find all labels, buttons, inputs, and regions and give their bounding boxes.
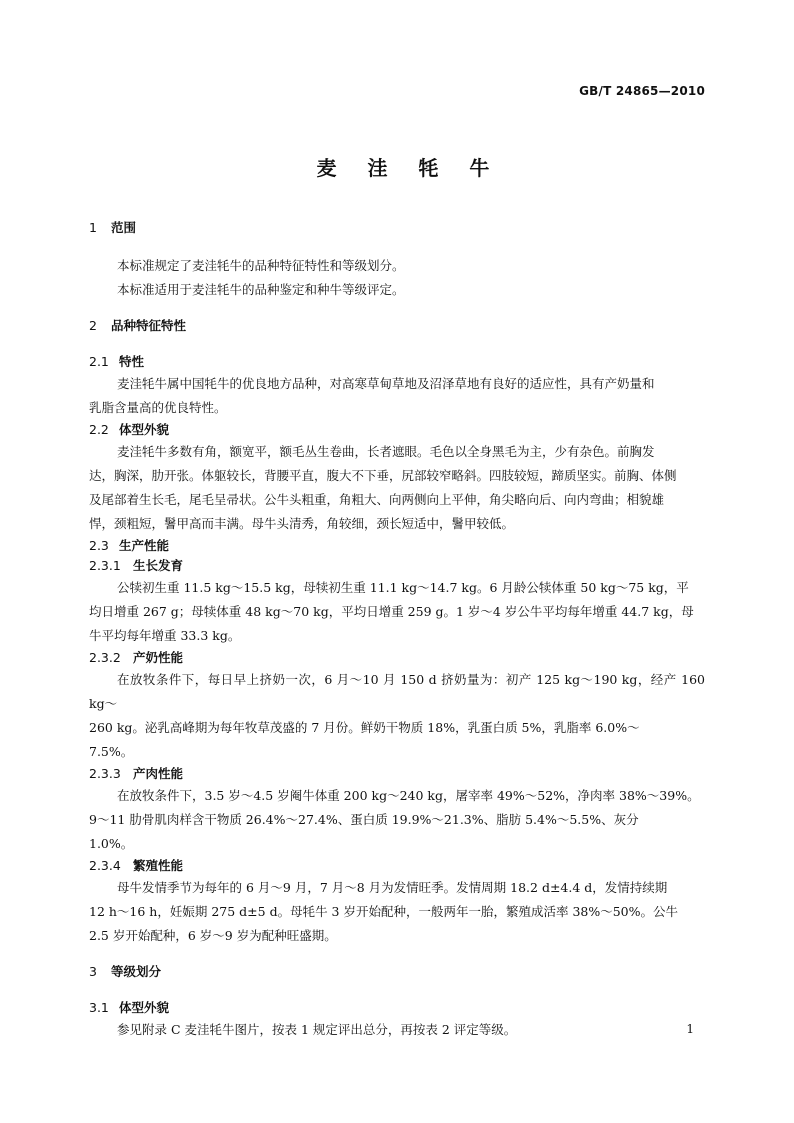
- paragraph: 母牛发情季节为每年的 6 月～9 月，7 月～8 月为发情旺季。发情周期 18.2 d±4.4 d，发情持续期 12 h～16 h，妊娠期 275 d±5 d。母牦牛 3 岁开始配种，一般两年一胎，繁殖成活率 38%～50%。公牛 2.5 岁开始配种，6 岁～9 岁为配种旺盛期。: [89, 880, 679, 943]
- section-heading-2-3-3: [89, 764, 705, 784]
- paragraph: 本标准适用于麦洼牦牛的品种鉴定和种牛等级评定。: [117, 282, 405, 297]
- section-heading-2-3-2: [89, 648, 705, 668]
- document-title: 麦 洼 牦 牛: [316, 156, 502, 180]
- section-title: 范围: [111, 220, 137, 235]
- paragraph: 麦洼牦牛多数有角，额宽平，额毛丛生卷曲，长者遮眼。毛色以全身黑毛为主，少有杂色。前胸发 达，胸深，肋开张。体躯较长，背腰平直，腹大不下垂，尻部较窄略斜。四肢较短，蹄质坚实。前胸、体侧 及尾部着生长毛，尾毛呈帚状。公牛头粗重，角粗大、向两侧向上平伸，角尖略向后、向内弯曲；相貌雄 悍，颈粗短，鬐甲高而丰满。母牛头清秀，角较细，颈长短适中，鬐甲较低。: [89, 444, 677, 531]
- paragraph: 参见附录 C 麦洼牦牛图片，按表 1 规定评出总分，再按表 2 评定等级。: [117, 1022, 517, 1037]
- section-number: 2.3.2: [89, 650, 121, 665]
- section-number: 2.3: [89, 538, 109, 553]
- section-title: 产肉性能: [133, 766, 184, 781]
- section-title: 生长发育: [133, 558, 184, 573]
- section-heading-3-1: [89, 998, 705, 1018]
- paragraph: 本标准规定了麦洼牦牛的品种特征特性和等级划分。: [117, 258, 405, 273]
- paragraph: 在放牧条件下，3.5 岁～4.5 岁阉牛体重 200 kg～240 kg，屠宰率 49%～52%，净肉率 38%～39%。 9～11 肋骨肌肉样含干物质 26.4%～27.4%、蛋白质 19.9%～21.3%、脂肪 5.4%～5.5%、灰分 1.0%。: [89, 788, 700, 851]
- section-title: 体型外貌: [119, 422, 170, 437]
- section-heading-2-3-4: [89, 856, 705, 876]
- section-heading-2-3: [89, 536, 705, 556]
- section-heading-2-2: [89, 420, 705, 440]
- section-number: 2.3.1: [89, 558, 121, 573]
- paragraph: 公犊初生重 11.5 kg～15.5 kg，母犊初生重 11.1 kg～14.7 kg。6 月龄公犊体重 50 kg～75 kg，平 均日增重 267 g；母犊体重 48 kg～70 kg，平均日增重 259 g。1 岁～4 岁公牛平均每年增重 44.7 kg，母 牛平均每年增重 33.3 kg。: [89, 580, 694, 643]
- section-heading-1: [89, 218, 705, 238]
- section-title: 繁殖性能: [133, 858, 184, 873]
- section-number: 3.1: [89, 1000, 109, 1015]
- section-number: 2: [89, 318, 97, 333]
- document-body: [89, 218, 705, 1042]
- section-number: 2.3.4: [89, 858, 121, 873]
- section-number: 2.3.3: [89, 766, 121, 781]
- section-number: 1: [89, 220, 97, 235]
- section-title: 产奶性能: [133, 650, 184, 665]
- page-number: 1: [686, 1022, 694, 1036]
- section-heading-2-3-1: [89, 556, 705, 576]
- section-heading-2-1: [89, 352, 705, 372]
- section-title: 品种特征特性: [111, 318, 187, 333]
- section-title: 体型外貌: [119, 1000, 170, 1015]
- section-title: 生产性能: [119, 538, 170, 553]
- section-number: 2.1: [89, 354, 109, 369]
- section-title: 特性: [119, 354, 145, 369]
- section-title: 等级划分: [111, 964, 162, 979]
- paragraph: 麦洼牦牛属中国牦牛的优良地方品种，对高寒草甸草地及沼泽草地有良好的适应性，具有产奶量和 乳脂含量高的优良特性。: [89, 376, 655, 415]
- section-number: 2.2: [89, 422, 109, 437]
- section-heading-2: [89, 316, 705, 336]
- section-number: 3: [89, 964, 97, 979]
- paragraph: 在放牧条件下，每日早上挤奶一次，6 月～10 月 150 d 挤奶量为：初产 125 kg～190 kg，经产 160 kg～ 260 kg。泌乳高峰期为每年牧草茂盛的 7 月份。鲜奶干物质 18%，乳蛋白质 5%，乳脂率 6.0%～ 7.5%。: [89, 672, 705, 759]
- section-heading-3: [89, 962, 705, 982]
- standard-code-header: GB/T 24865—2010: [579, 84, 705, 98]
